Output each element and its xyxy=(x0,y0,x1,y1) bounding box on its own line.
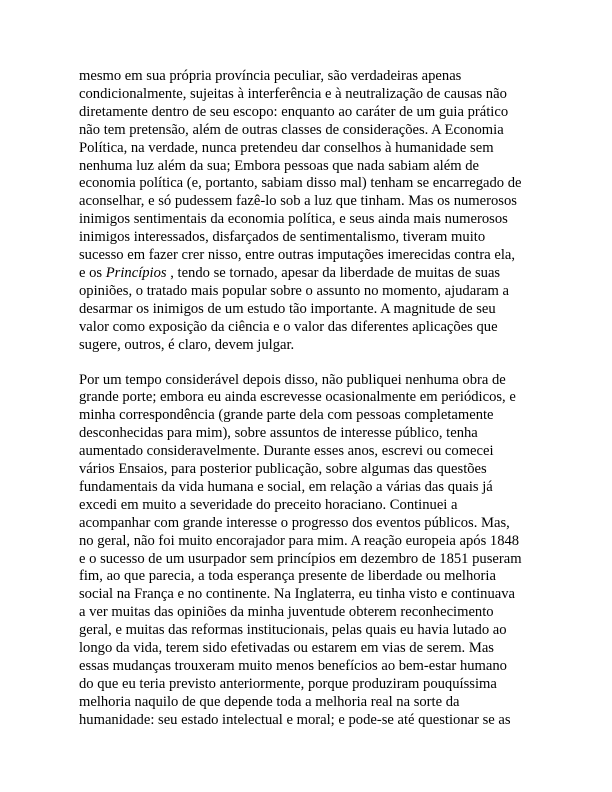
text-line: economia política (e, portanto, sabiam disso mal) tenham se encarregado de xyxy=(79,175,522,192)
text-line: desconhecidas para mim), sobre assuntos de interesse público, tenha xyxy=(79,425,478,442)
paragraph-2 xyxy=(79,372,537,730)
text-line: nenhuma luz além da sua; Embora pessoas que nada sabiam além de xyxy=(79,157,479,174)
text-line: excedi em muito a severidade do preceito horaciano. Continuei a xyxy=(79,496,458,513)
book-title-italic: Princípios xyxy=(105,264,167,281)
text-line: Por um tempo considerável depois disso, não publiquei nenhuma obra de xyxy=(79,371,506,388)
text-line: opiniões, o tratado mais popular sobre o assunto no momento, ajudaram a xyxy=(79,282,510,299)
text-line: melhoria naquilo de que depende toda a melhoria real na sorte da xyxy=(79,693,460,710)
text-line: valor como exposição da ciência e o valor das diferentes aplicações que xyxy=(79,318,498,335)
text-line: inimigos sentimentais da economia política, e seus ainda mais numerosos xyxy=(79,211,508,228)
text-line: diretamente dentro de seu escopo: enquanto ao caráter de um guia prático xyxy=(79,103,509,120)
text-line: minha correspondência (grande parte dela com pessoas completamente xyxy=(79,407,494,424)
text-line: desarmar os inimigos de um estudo tão importante. A magnitude de seu xyxy=(79,300,496,317)
text-line: fundamentais da vida humana e social, em relação a várias das quais já xyxy=(79,478,493,495)
text-line: Política, na verdade, nunca pretendeu dar conselhos à humanidade sem xyxy=(79,139,494,156)
text-line: grande porte; embora eu ainda escrevesse ocasionalmente em periódicos, e xyxy=(79,389,516,406)
text-line: fim, ao que parecia, a toda esperança presente de liberdade ou melhoria xyxy=(79,568,496,585)
text-line: social na França e no continente. Na Inglaterra, eu tinha visto e continuava xyxy=(79,586,516,603)
text-line: aconselhar, e só pudessem fazê-lo sob a luz que tinham. Mas os numerosos xyxy=(79,193,517,210)
text-line: vários Ensaios, para posterior publicação, sobre algumas das questões xyxy=(79,461,487,478)
text-line: a ver muitas das opiniões da minha juventude obterem reconhecimento xyxy=(79,604,494,621)
text-line: acompanhar com grande interesse o progresso dos eventos públicos. Mas, xyxy=(79,514,510,531)
text-line: aumentado consideravelmente. Durante esses anos, escrevi ou comecei xyxy=(79,443,494,460)
text-fragment: e os xyxy=(79,264,106,281)
text-line: no geral, não foi muito encorajador para mim. A reação europeia após 1848 xyxy=(79,532,520,549)
text-line: inimigos interessados, disfarçados de sentimentalismo, tiveram muito xyxy=(79,229,486,246)
text-line: essas mudanças trouxeram muito menos benefícios ao bem-estar humano xyxy=(79,658,507,674)
text-line: sucesso em fazer crer nisso, entre outras imputações imerecidas contra ela, xyxy=(79,247,516,264)
text-line: mesmo em sua própria província peculiar, são verdadeiras apenas xyxy=(79,68,462,84)
text-line: humanidade: seu estado intelectual e moral; e pode-se até questionar se as xyxy=(79,711,511,728)
text-line: longo da vida, terem sido efetivadas ou estarem em vias de serem. Mas xyxy=(79,640,494,657)
text-line: geral, e muitas das reformas institucionais, pelas quais eu havia lutado ao xyxy=(79,622,507,639)
text-line: do que eu teria previsto anteriormente, porque produziram pouquíssima xyxy=(79,675,497,692)
text-line-with-title xyxy=(79,265,537,283)
document-page xyxy=(79,68,537,730)
text-fragment: , tendo se tornado, apesar da liberdade de muitas de suas xyxy=(166,264,501,281)
text-line: não tem pretensão, além de outras classes de considerações. A Economia xyxy=(79,121,504,138)
paragraph-gap xyxy=(79,355,537,372)
paragraph-1 xyxy=(79,68,537,355)
text-line: e o sucesso de um usurpador sem princípios em dezembro de 1851 puseram xyxy=(79,550,522,567)
text-line: condicionalmente, sujeitas à interferência e à neutralização de causas não xyxy=(79,85,507,102)
text-line: sugere, outros, é claro, devem julgar. xyxy=(79,336,295,353)
